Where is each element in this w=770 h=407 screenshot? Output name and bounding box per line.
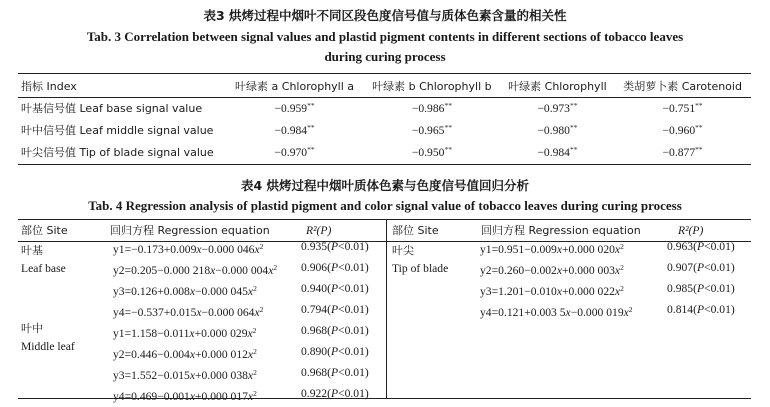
r2-value: 0.968(P<0.01) [301,324,369,337]
regression-equation: y3=1.201−0.010x+0.000 $022x^2$ [480,284,624,298]
significance-mark: ** [569,145,578,154]
site-leaf-base-cn: 叶基 [21,244,43,257]
significance-mark: ** [307,101,315,110]
correlation-value: −0.751** [662,101,703,115]
r2-value: 0.906(P<0.01) [301,261,369,274]
regression-equation: y2=0.260−0.002x+0.000 $003x^2$ [480,263,624,277]
correlation-value: −0.984** [537,145,578,159]
table3-caption-en-line2: during curing process [324,49,446,64]
table3-header-chl: 叶绿素 Chlorophyll [508,80,607,93]
significance-mark: ** [695,145,703,154]
table4-column-divider [386,220,387,398]
row-label: 叶尖信号值 Tip of blade signal value [21,146,214,159]
regression-equation: y2=0.446−0.004x+0.000 $012x^2$ [113,347,257,361]
regression-equation: y4=−0.537+0.015x−0.000 $064x^2$ [113,305,264,319]
table3-header-rule [18,97,751,98]
correlation-value: −0.960** [662,123,703,137]
table3-caption-cn: 表3 烘烤过程中烟叶不同区段色度信号值与质体色素含量的相关性 [203,8,567,23]
table4-right-header-equation: 回归方程 Regression equation [481,224,641,237]
table3-header-carotenoid: 类胡萝卜素 Carotenoid [623,80,742,93]
significance-mark: ** [569,101,578,110]
correlation-value: −0.959** [274,101,315,115]
table4-left-header-equation: 回归方程 Regression equation [110,224,270,237]
table3-header-chl-a: 叶绿素 a Chlorophyll a [235,80,355,93]
table-row [18,141,751,163]
row-label: 叶基信号值 Leaf base signal value [21,102,203,115]
correlation-value: −0.980** [537,123,578,137]
regression-equation: y1=1.158−0.011x+0.000 $029x^2$ [113,326,257,340]
table3-bottom-rule [18,164,751,165]
r2-value: 0.985(P<0.01) [667,282,735,295]
r2-value: 0.922(P<0.01) [301,387,369,400]
table3-header-row [18,75,751,97]
significance-mark: ** [444,101,452,110]
row-label: 叶中信号值 Leaf middle signal value [21,124,214,137]
significance-mark: ** [307,123,315,132]
table3-header-chl-b: 叶绿素 b Chlorophyll b [372,80,492,93]
correlation-value: −0.950** [411,145,452,159]
site-tip-cn: 叶尖 [392,244,414,257]
significance-mark: ** [695,123,703,132]
regression-equation: y1=0.951−0.009x+0.000 $020x^2$ [480,242,624,256]
correlation-value: −0.984** [274,123,315,137]
regression-equation: y3=0.126+0.008x−0.000 $045x^2$ [113,284,257,298]
table4-top-rule [18,219,751,220]
regression-equation: y4=0.121+0.003 5x−0.000 $019x^2$ [480,305,633,319]
table4-caption-cn: 表4 烘烤过程中烟叶质体色素与色度信号值回归分析 [240,178,530,193]
r2-value: 0.907(P<0.01) [667,261,735,274]
table4-left-header-r2: R²(P) [306,224,332,237]
r2-value: 0.940(P<0.01) [301,282,369,295]
regression-equation: y4=0.469−0.001x+0.000 $017x^2$ [113,389,257,403]
regression-equation: y3=1.552−0.015x+0.000 $038x^2$ [113,368,257,382]
regression-equation: y2=0.205−0.000 218x−0.000 $004x^2$ [113,263,278,277]
significance-mark: ** [307,145,315,154]
table4-caption-en: Tab. 4 Regression analysis of plastid pigment and color signal value of tobacco leaves during curing process [88,198,682,213]
regression-equation: y1=−0.173+0.009x−0.000 $046x^2$ [113,242,264,256]
significance-mark: ** [444,123,452,132]
significance-mark: ** [444,145,452,154]
table3-header-index: 指标 Index [21,80,77,93]
correlation-value: −0.877** [662,145,703,159]
table4-right-header-site: 部位 Site [392,224,439,237]
r2-value: 0.968(P<0.01) [301,366,369,379]
r2-value: 0.814(P<0.01) [667,303,735,316]
table4-right-header-r2: R²(P) [678,224,704,237]
table-row [18,97,751,119]
significance-mark: ** [569,123,578,132]
table3 [18,75,751,163]
site-middle-leaf-en: Middle leaf [21,340,75,353]
correlation-value: −0.970** [274,145,315,159]
site-tip-en: Tip of blade [392,262,449,275]
r2-value: 0.794(P<0.01) [301,303,369,316]
significance-mark: ** [695,101,703,110]
site-leaf-base-en: Leaf base [21,262,66,275]
correlation-value: −0.973** [537,101,578,115]
r2-value: 0.963(P<0.01) [667,240,735,253]
r2-value: 0.890(P<0.01) [301,345,369,358]
table3-caption-en-line1: Tab. 3 Correlation between signal values and plastid pigment contents in different sections of tobacco leaves [86,29,684,44]
site-middle-leaf-cn: 叶中 [21,322,43,335]
correlation-value: −0.965** [411,123,452,137]
correlation-value: −0.986** [411,101,452,115]
r2-value: 0.935(P<0.01) [301,240,369,253]
table-row [18,119,751,141]
table4-left-header-site: 部位 Site [21,224,68,237]
